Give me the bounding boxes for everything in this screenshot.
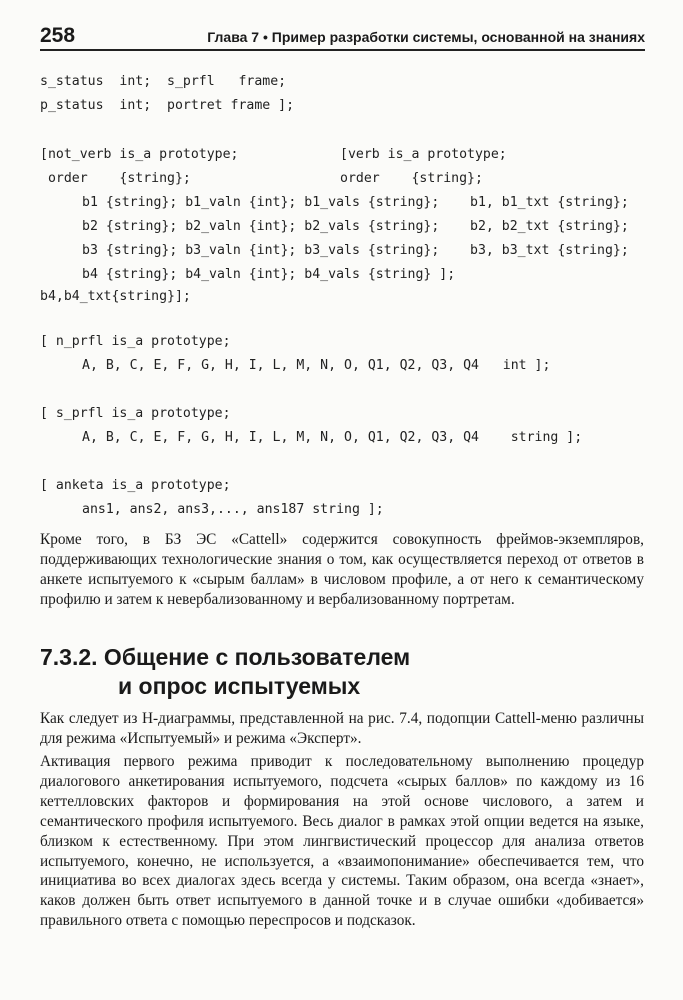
- code-line: p_status int; portret frame ];: [40, 98, 295, 113]
- code-right-head: [verb is_a prototype;: [340, 147, 507, 162]
- paragraph-text: Как следует из Н-диаграммы, представленной на рис. 7.4, подопции Cattell-меню различны для режима «Испытуемый» и режима «Эксперт».: [40, 710, 644, 747]
- code-row-left: b3 {string}; b3_valn {int}; b3_vals {string};: [82, 243, 440, 258]
- running-head: Глава 7 • Пример разработки системы, основанной на знаниях: [207, 29, 645, 45]
- code-right-order: order {string};: [340, 171, 483, 186]
- body-paragraph: [40, 752, 644, 931]
- code-verbal-prototypes: [40, 147, 650, 307]
- code-line: s_status int; s_prfl frame;: [40, 74, 287, 89]
- page-header: [40, 24, 645, 50]
- code-left-head: [not_verb is_a prototype;: [40, 147, 239, 162]
- section-title-line2: и опрос испытуемых: [118, 673, 361, 699]
- code-line: [ anketa is_a prototype;: [40, 478, 231, 493]
- code-line: A, B, C, E, F, G, H, I, L, M, N, O, Q1, Q2, Q3, Q4 string ];: [82, 430, 583, 445]
- code-line: A, B, C, E, F, G, H, I, L, M, N, O, Q1, Q2, Q3, Q4 int ];: [82, 358, 551, 373]
- code-row-left: b2 {string}; b2_valn {int}; b2_vals {string};: [82, 219, 440, 234]
- code-slots: [40, 74, 650, 118]
- code-line: [ n_prfl is_a prototype;: [40, 334, 231, 349]
- page-number: 258: [40, 24, 76, 47]
- code-left-order: order {string};: [40, 171, 191, 186]
- code-row-right: b2, b2_txt {string};: [470, 219, 629, 234]
- header-rule: [40, 49, 645, 51]
- section-title-line1: 7.3.2. Общение с пользователем: [40, 644, 411, 670]
- section-heading: [40, 643, 410, 701]
- code-line: ans1, ans2, ans3,..., ans187 string ];: [82, 502, 384, 517]
- code-row-left: b4 {string}; b4_valn {int}; b4_vals {string} ];: [82, 267, 456, 282]
- paragraph-text: Кроме того, в БЗ ЭС «Cattell» содержится совокупность фреймов-экземпляров, поддерживающих технологические знания о том, как осуществляется переход от ответов в анкете испытуемого к «сырым баллам» в числовом профиле, а от него к семантическому профилю и затем к невербализованному и вербализованному портретам.: [40, 531, 644, 608]
- body-paragraph: [40, 530, 644, 610]
- code-n-prfl: [40, 334, 650, 378]
- code-row-left: b1 {string}; b1_valn {int}; b1_vals {string};: [82, 195, 440, 210]
- code-line: [ s_prfl is_a prototype;: [40, 406, 231, 421]
- paragraph-text: Активация первого режима приводит к последовательному выполнению процедур диалогового анкетирования испытуемого, подсчета «сырых баллов» по каждому из 16 кеттелловских факторов и формирования на этой основе числового, а затем и семантического профиля испытуемого. Весь диалог в рамках этой опции ведется на языке, близком к естественному. При этом лингвистический процессор для анализа ответов испытуемого, конечно, не используется, а «взаимопонимание» обеспечивается тем, что инициатива во всех диалогах здесь всегда у системы. Таким образом, она всегда «знает», каков должен быть ответ испытуемого в данной точке и в случае ошибки «добивается» правильного ответа с помощью переспросов и подсказок.: [40, 753, 644, 930]
- code-anketa: [40, 478, 650, 522]
- body-paragraph: [40, 709, 644, 749]
- code-s-prfl: [40, 406, 650, 450]
- code-line: b4,b4_txt{string}];: [40, 289, 191, 304]
- code-row-right: b3, b3_txt {string};: [470, 243, 629, 258]
- code-row-right: b1, b1_txt {string};: [470, 195, 629, 210]
